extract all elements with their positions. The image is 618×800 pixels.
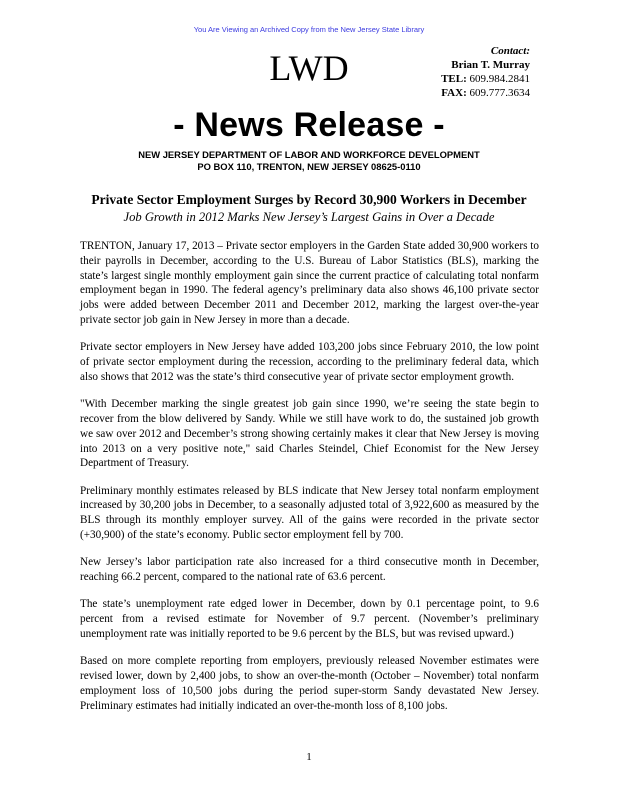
news-release-headline: - News Release -: [173, 106, 445, 144]
department-block: [0, 149, 618, 173]
body-paragraph: New Jersey’s labor participation rate also increased for a third consecutive month in December, reaching 66.2 percent, compared to the national rate of 63.6 percent.: [80, 556, 539, 584]
contact-block: [441, 44, 530, 100]
body-paragraph: "With December marking the single greatest job gain since 1990, we’re seeing the state begin to recover from the blow delivered by Sandy. While we still have work to do, the sustained job growth we saw over 2012 and December’s strong showing certainly makes it clear that New Jersey is moving into 2013 on a very positive note," said Charles Steindel, Chief Economist for the New Jersey Department of Treasury.: [80, 398, 539, 470]
body-paragraph: Preliminary monthly estimates released by BLS indicate that New Jersey total nonfarm employment increased by 30,200 jobs in December, to a seasonally adjusted total of 3,922,600 as measured by the BLS through its monthly employer survey. All of the gains were recorded in the private sector (+30,900) of the state’s economy. Public sector employment fell by 700.: [80, 484, 539, 542]
body-paragraph: TRENTON, January 17, 2013 – Private sector employers in the Garden State added 30,900 workers to their payrolls in December, according to the U.S. Bureau of Labor Statistics (BLS), marking the state’s largest single monthly employment gain since the current practice of calculating total nonfarm employment began in 1990. The federal agency’s preliminary data also shows 46,100 private sector jobs were added between December 2011 and December 2012, marking the largest over-the-year private sector job gain in New Jersey in more than a decade.: [80, 240, 539, 326]
body-paragraph: Based on more complete reporting from employers, previously released November estimates were revised lower, down by 2,400 jobs, to show an over-the-month (October – November) total nonfarm employment loss of 10,500 jobs during the period super-storm Sandy devastated New Jersey. Preliminary estimates had initially indicated an over-the-month loss of 8,100 jobs.: [80, 655, 539, 712]
body-paragraph: The state’s unemployment rate edged lower in December, down by 0.1 percentage point, to 9.6 percent from a revised estimate for November of 9.7 percent. (November’s preliminary unemployment rate was initially reported to be 9.6 percent by the BLS, but was revised upward.): [80, 598, 539, 641]
lwd-logo: [268, 49, 350, 87]
lwd-logo-text: LWD: [269, 49, 349, 87]
tel-label: TEL:: [441, 73, 467, 85]
contact-tel: [441, 72, 530, 86]
body-paragraph: Private sector employers in New Jersey have added 103,200 jobs since February 2010, the low point of private sector employment during the recession, according to the preliminary federal data, which also shows that 2012 was the state’s third consecutive year of private sector employment growth.: [80, 341, 539, 383]
release-subtitle: Job Growth in 2012 Marks New Jersey’s Largest Gains in Over a Decade: [123, 210, 495, 224]
tel-number: 609.984.2841: [469, 73, 530, 85]
department-name: NEW JERSEY DEPARTMENT OF LABOR AND WORKFORCE DEVELOPMENT: [138, 149, 480, 160]
archive-banner: You Are Viewing an Archived Copy from the New Jersey State Library: [193, 25, 425, 34]
contact-fax: [441, 86, 530, 100]
contact-label: Contact:: [490, 45, 530, 57]
release-body: [80, 239, 539, 726]
page-number: 1: [306, 751, 312, 763]
fax-number: 609.777.3634: [469, 87, 530, 99]
contact-name: Brian T. Murray: [451, 59, 530, 71]
fax-label: FAX:: [441, 87, 467, 99]
release-title: Private Sector Employment Surges by Record 30,900 Workers in December: [91, 192, 527, 207]
department-address: PO BOX 110, TRENTON, NEW JERSEY 08625-0110: [197, 161, 421, 172]
